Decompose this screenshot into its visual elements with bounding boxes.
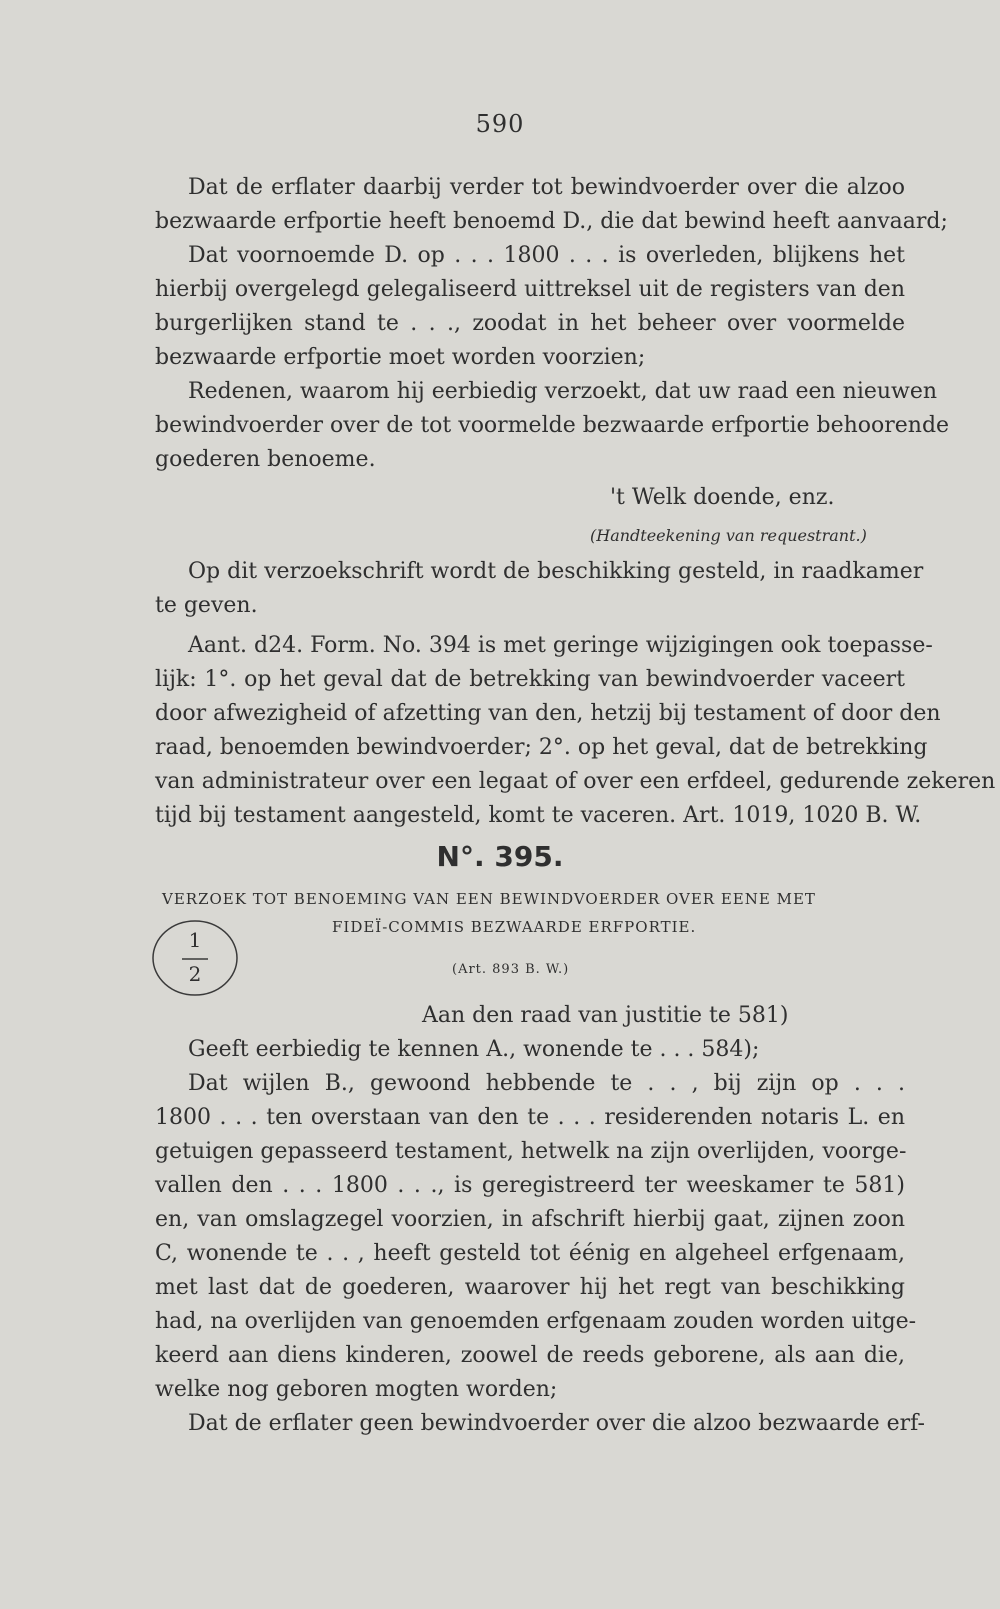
- text-line: met last dat de goederen, waarover hij het regt van beschikking: [155, 1275, 905, 1300]
- text-line: te geven.: [155, 593, 258, 618]
- note-line: raad, benoemden bewindvoerder; 2°. op het geval, dat de betrekking: [155, 735, 928, 760]
- form-title-line-1: VERZOEK TOT BENOEMING VAN EEN BEWINDVOERDER OVER EENE MET: [162, 890, 816, 908]
- text-line: keerd aan diens kinderen, zoowel de reeds geborene, als aan die,: [155, 1343, 905, 1368]
- form-title-line-2: FIDEÏ-COMMIS BEZWAARDE ERFPORTIE.: [332, 918, 697, 936]
- closing-formula: 't Welk doende, enz.: [610, 485, 835, 510]
- addressee-line: Aan den raad van justitie te 581): [422, 1003, 789, 1028]
- text-line: 1800 . . . ten overstaan van den te . . . residerenden notaris L. en: [155, 1105, 905, 1130]
- text-line: Geeft eerbiedig te kennen A., wonende te . . . 584);: [188, 1037, 760, 1062]
- note-line: Aant. d24. Form. No. 394 is met geringe wijzigingen ook toepasse-: [188, 633, 933, 658]
- text-line: Op dit verzoekschrift wordt de beschikking gesteld, in raadkamer: [188, 559, 924, 584]
- text-line: goederen benoeme.: [155, 447, 376, 472]
- note-line: door afwezigheid of afzetting van den, hetzij bij testament of door den: [155, 701, 941, 726]
- text-line: had, na overlijden van genoemden erfgenaam zouden worden uitge-: [155, 1309, 917, 1334]
- article-reference: (Art. 893 B. W.): [452, 962, 570, 977]
- note-line: tijd bij testament aangesteld, komt te vaceren. Art. 1019, 1020 B. W.: [155, 803, 922, 828]
- text-line: bezwaarde erfportie moet worden voorzien;: [155, 345, 646, 370]
- text-line: hierbij overgelegd gelegaliseerd uittreksel uit de registers van den: [155, 277, 905, 302]
- text-line: bezwaarde erfportie heeft benoemd D., die dat bewind heeft aanvaard;: [155, 209, 948, 234]
- text-line: en, van omslagzegel voorzien, in afschrift hierbij gaat, zijnen zoon: [155, 1207, 905, 1232]
- stamp-denominator: 2: [188, 962, 202, 986]
- text-line: Dat wijlen B., gewoond hebbende te . . , bij zijn op . . .: [188, 1071, 905, 1096]
- text-line: getuigen gepasseerd testament, hetwelk na zijn overlijden, voorge-: [155, 1139, 907, 1164]
- text-line: burgerlijken stand te . . ., zoodat in het beheer over voormelde: [155, 311, 905, 336]
- signature-line: (Handteekening van requestrant.): [590, 526, 867, 545]
- form-number-heading: N°. 395.: [436, 840, 564, 873]
- text-line: Dat voornoemde D. op . . . 1800 . . . is overleden, blijkens het: [188, 243, 905, 268]
- text-line: welke nog geboren mogten worden;: [155, 1377, 558, 1402]
- page-number: 590: [475, 110, 525, 138]
- text-line: bewindvoerder over de tot voormelde bezwaarde erfportie behoorende: [155, 413, 950, 438]
- text-line: Dat de erflater daarbij verder tot bewindvoerder over die alzoo: [188, 175, 905, 200]
- fraction-stamp: [150, 918, 240, 998]
- text-line: Redenen, waarom hij eerbiedig verzoekt, dat uw raad een nieuwen: [188, 379, 938, 404]
- stamp-numerator: 1: [188, 928, 202, 952]
- note-line: lijk: 1°. op het geval dat de betrekking van bewindvoerder vaceert: [155, 667, 905, 692]
- text-line: vallen den . . . 1800 . . ., is geregistreerd ter weeskamer te 581): [155, 1173, 905, 1198]
- text-line: Dat de erflater geen bewindvoerder over die alzoo bezwaarde erf-: [188, 1411, 925, 1436]
- text-line: C, wonende te . . , heeft gesteld tot éénig en algeheel erfgenaam,: [155, 1241, 905, 1266]
- note-line: van administrateur over een legaat of over een erfdeel, gedurende zekeren: [155, 769, 996, 794]
